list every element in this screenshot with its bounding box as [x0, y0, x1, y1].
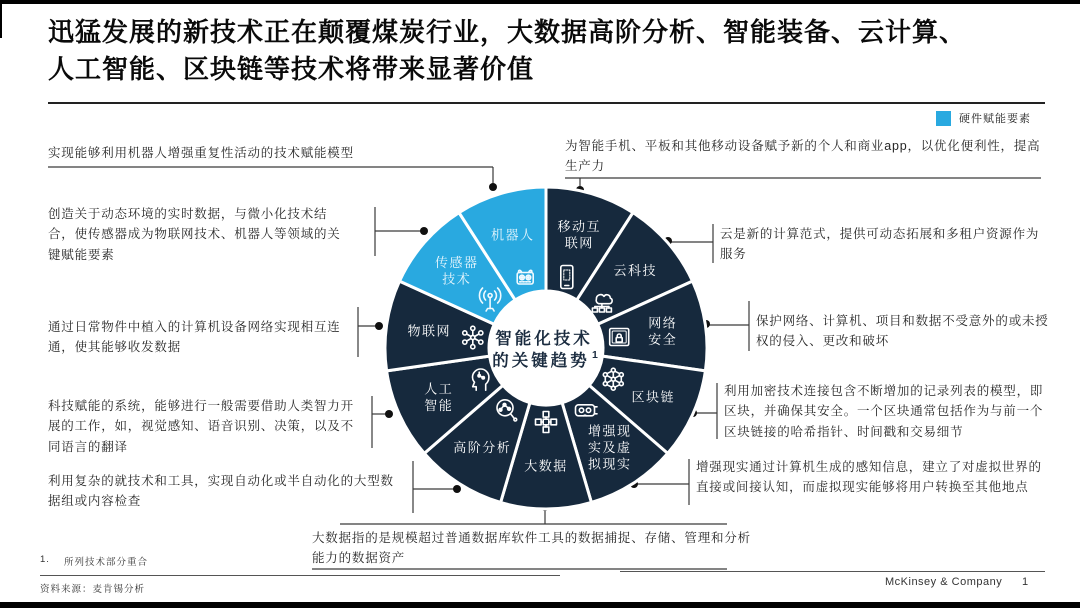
wheel-label-mobile-internet: 联网 — [564, 235, 594, 251]
wheel-label-big-data: 大数据 — [524, 458, 568, 474]
wheel-center-title-line-1: 智能化技术 — [495, 330, 593, 348]
wheel-label-blockchain: 区块链 — [631, 389, 676, 405]
wheel-label-cybersecurity: 安全 — [648, 332, 678, 347]
callout-sensor-tech: 创造关于动态环境的实时数据，与微小化技术结合，使传感器成为物联网技术、机器人等领域的关键赋能要素 — [48, 207, 341, 262]
title-line-1: 迅猛发展的新技术正在颠覆煤炭行业，大数据高阶分析、智能装备、云计算、 — [48, 17, 967, 47]
connector-dot — [375, 322, 383, 330]
footnote-marker: 1. — [40, 554, 50, 565]
callout-advanced-analytics: 利用复杂的就技术和工具，实现自动化或半自动化的大型数据组或内容检查 — [48, 474, 394, 509]
legend-label: 硬件赋能要素 — [959, 113, 1031, 125]
footer-divider — [620, 571, 1045, 572]
wheel-label-iot: 物联网 — [407, 323, 451, 339]
callout-ar-vr: 增强现实通过计算机生成的感知信息，建立了对虚拟世界的直接或间接认知，而虚拟现实能够将用户转换至其他地点 — [696, 460, 1042, 495]
connector-dot — [420, 227, 428, 235]
wheel-label-advanced-analytics: 高阶分析 — [453, 439, 512, 455]
wheel-label-sensor-tech: 传感器 — [435, 255, 479, 270]
wheel-label-mobile-internet: 移动互 — [557, 219, 601, 234]
callout-blockchain: 利用加密技术连接包含不断增加的记录列表的模型，即区块，并确保其安全。一个区块通常包括作为与前一个区块链接的哈希指针、时间戳和交易细节 — [724, 384, 1044, 439]
footnote — [40, 554, 148, 568]
footnote-divider — [40, 575, 560, 576]
page-number: 1 — [1022, 576, 1029, 588]
wheel-center-title-line-2: 的关键趋势 — [492, 352, 590, 370]
footer-brand: McKinsey & Company — [885, 576, 1003, 588]
wheel-center-circle — [488, 290, 604, 406]
callout-cloud-tech: 云是新的计算范式，提供可动态拓展和多租户资源作为服务 — [720, 227, 1040, 262]
wheel-label-sensor-tech: 技术 — [442, 271, 472, 287]
callout-ai: 科技赋能的系统，能够进行一般需要借助人类智力开展的工作，如，视觉感知、语音识别、决策，以及不同语言的翻译 — [48, 399, 354, 454]
callout-cybersecurity: 保护网络、计算机、项目和数据不受意外的或未授权的侵入、更改和破坏 — [756, 314, 1049, 349]
wheel-label-ai: 人工 — [424, 381, 454, 397]
wheel-label-ar-vr: 拟现实 — [588, 456, 632, 472]
callout-big-data: 大数据指的是规模超过普通数据库软件工具的数据捕捉、存储、管理和分析能力的数据资产 — [312, 531, 751, 566]
callout-robotics-model: 实现能够利用机器人增强重复性活动的技术赋能模型 — [48, 146, 354, 160]
wheel-label-ar-vr: 增强现 — [588, 423, 632, 439]
wheel-center-superscript: 1 — [592, 349, 598, 361]
wheel-label-cybersecurity: 网络 — [648, 315, 678, 331]
callout-mobile-internet: 为智能手机、平板和其他移动设备赋予新的个人和商业app，以优化便利性，提高生产力 — [565, 139, 1041, 174]
title-line-2: 人工智能、区块链等技术将带来显著价值 — [48, 54, 535, 84]
connector-dot — [453, 485, 461, 493]
footnote-text: 所列技术部分重合 — [63, 557, 148, 568]
bottom-border — [0, 602, 1080, 608]
connector-dot — [489, 183, 497, 191]
callout-iot: 通过日常物件中植入的计算机设备网络实现相互连通，使其能够收发数据 — [48, 320, 341, 355]
wheel-label-ai: 智能 — [424, 397, 454, 413]
wheel-label-ar-vr: 实及虚 — [588, 439, 632, 455]
connector-dot — [385, 410, 393, 418]
source-note: 资料来源：麦肯锡分析 — [40, 584, 146, 595]
wheel-label-cloud-tech: 云科技 — [613, 263, 657, 279]
screen-lock-icon — [610, 329, 629, 346]
wheel-label-robotics: 机器人 — [491, 227, 535, 243]
